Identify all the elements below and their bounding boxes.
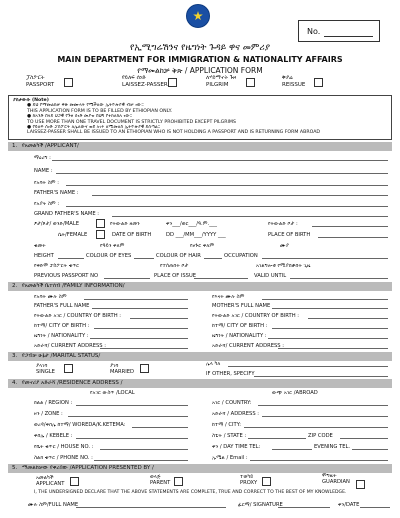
notice-box xyxy=(8,95,392,140)
father-fullname-field[interactable] xyxy=(92,308,188,309)
form-number-box xyxy=(298,20,380,42)
presented-parent-label: ወላጅ PARENT xyxy=(150,474,171,486)
prev-passport-label: PREVIOUS PASSPORT NO xyxy=(34,273,99,279)
marital-other-field[interactable] xyxy=(254,376,388,377)
mother-address-field[interactable] xyxy=(278,348,388,349)
doc-type-reissue-label: ቅያሬ REISSUE xyxy=(282,75,306,88)
height-label: HEIGHT xyxy=(34,253,54,259)
notice-line-2: ● ከአንድ በላይ ህጋዊ የጉዞ ሰነድ መያዝ በህግ የተከለከለ ነው። TO USE MORE THAN ONE TRAVEL DOCUMENT IS STRICTLY PROHIBITED EXCEPT PILGRIMS xyxy=(27,114,236,125)
sex-female-checkbox[interactable] xyxy=(96,230,105,239)
presented-guardian-checkbox[interactable] xyxy=(356,480,365,489)
father-nationality-field[interactable] xyxy=(90,338,188,339)
region-field[interactable] xyxy=(76,405,188,406)
valid-until-label: VALID UNTIL xyxy=(254,273,287,279)
region-label: ክልል / REGION : xyxy=(34,400,73,406)
section-residence-header: 4. የመኖሪያ አድራሻ /RESIDENCE ADDRESS / xyxy=(8,379,392,388)
marital-other-am-label: ሌላ ካለ xyxy=(206,361,221,367)
address-label: አድራሻ / ADDRESS : xyxy=(212,411,260,417)
father-fullname-label: FATHER'S FULL NAME xyxy=(34,303,90,309)
marital-single-label: ያላገባ SINGLE xyxy=(36,363,55,375)
mother-country-label: የትውልድ አገር / COUNTRY OF BIRTH : xyxy=(212,313,300,319)
state-label: ስቴት / STATE : xyxy=(212,433,247,439)
sex-male-checkbox[interactable] xyxy=(96,219,105,228)
fullname-label: ሙሉ ስም/FULL NAME xyxy=(28,502,79,508)
country-field[interactable] xyxy=(258,405,388,406)
prev-passport-am-label: የቀድሞ ፓስፖርት ቁጥር xyxy=(34,263,80,269)
declaration-text: I, THE UNDERSIGNED DECLARE THAT THE ABOVE STATEMENTS ARE COMPLETE, TRUE AND CORRECT TO THE BEST OF MY KNOWLEDGE. xyxy=(34,490,347,495)
pob-field[interactable] xyxy=(318,237,388,238)
marital-other-label: IF OTHER, SPECIFY xyxy=(206,371,255,377)
day-tel-field[interactable] xyxy=(272,449,312,450)
country-label: አገር / COUNTRY: xyxy=(212,400,252,406)
dob-am-label: የትውልድ ዘመን xyxy=(110,221,140,227)
occupation-label: OCCUPATION xyxy=(224,253,258,259)
place-of-issue-am-label: የተሰጠበት ቦታ xyxy=(160,263,189,269)
zip-code-field[interactable] xyxy=(340,438,388,439)
email-label: ኢሜል / Email : xyxy=(212,455,248,461)
department-title-english: MAIN DEPARTMENT FOR IMMIGRATION & NATIONALITY AFFAIRS xyxy=(57,55,343,64)
father-address-label: አድራሻ/ CURRENT ADDRESS : xyxy=(34,343,106,349)
grandfather-name-field[interactable] xyxy=(112,216,388,217)
form-number-label: No. xyxy=(307,26,321,36)
zone-field[interactable] xyxy=(68,416,188,417)
father-city-field[interactable] xyxy=(94,328,188,329)
hair-colour-label: COLOUR OF HAIR xyxy=(156,253,201,259)
doc-type-passport-checkbox[interactable] xyxy=(64,78,73,87)
father-nationality-label: ዜግነት / NATIONALITY : xyxy=(34,333,89,339)
evening-tel-label: EVENING TEL. xyxy=(314,444,351,450)
phone-no-label: ስልክ ቁጥር / PHONE NO. : xyxy=(34,455,93,461)
document-type-selector xyxy=(0,75,400,93)
zone-label: ዞን / ZONE : xyxy=(34,411,63,417)
doc-type-laissez-passer-checkbox[interactable] xyxy=(168,78,177,87)
pob-am-field[interactable] xyxy=(312,226,388,227)
mother-fullname-am-field[interactable] xyxy=(262,299,388,300)
marital-married-checkbox[interactable] xyxy=(140,364,149,373)
section-presented-by-header: 5. ማመልከቻው የቀረበው /APPLICATION PRESENTED BY / xyxy=(8,464,392,473)
place-of-issue-label: PLACE OF ISSUE xyxy=(154,273,197,279)
grandfather-name-am-field[interactable] xyxy=(66,206,388,207)
eye-colour-label: COLOUR OF EYES xyxy=(86,253,132,259)
address-field[interactable] xyxy=(262,416,388,417)
father-city-label: ከተማ/ CITY OF BIRTH : xyxy=(34,323,90,329)
house-no-label: የቤት ቁጥር / HOUSE NO. : xyxy=(34,444,94,450)
place-of-issue-field[interactable] xyxy=(194,278,248,279)
doc-type-pilgrim-checkbox[interactable] xyxy=(246,78,255,87)
mother-fullname-label: MOTHER'S FULL NAME xyxy=(212,303,271,309)
eye-am-label: የዓይን ቀለም xyxy=(100,243,125,249)
height-field[interactable] xyxy=(58,258,84,259)
evening-tel-field[interactable] xyxy=(352,449,388,450)
residence-abroad-label: ውጭ አገር /ABROAD xyxy=(272,390,318,396)
father-country-label: የትውልድ አገር / COUNTRY OF BIRTH : xyxy=(34,313,122,319)
father-country-field[interactable] xyxy=(130,318,188,319)
prev-passport-field[interactable] xyxy=(104,278,150,279)
father-name-am-field[interactable] xyxy=(66,185,388,186)
eye-colour-field[interactable] xyxy=(134,258,154,259)
kebele-label: ቀበሌ / KEBELE : xyxy=(34,433,73,439)
fullname-field[interactable] xyxy=(76,507,226,508)
dob-format: DD ___/MM___/YYYY ___ xyxy=(166,232,226,238)
section-applicant-header: 1. የአመልካች /APPLICANT/ xyxy=(8,142,392,151)
notice-heading: ያስታውሱ (Note) xyxy=(13,98,49,103)
applicant-title-field[interactable] xyxy=(52,160,388,161)
ethiopian-emblem-icon xyxy=(186,4,210,28)
presented-guardian-label: ሞግዚት GUARDIAN xyxy=(322,473,350,485)
form-number-field[interactable] xyxy=(324,26,373,37)
marital-married-label: ያገባ MARRIED xyxy=(110,363,135,375)
doc-type-passport-label: ፓስፖርት PASSPORT xyxy=(26,75,55,88)
presented-parent-checkbox[interactable] xyxy=(174,477,183,486)
doc-type-laissez-passer-label: የይለፍ ሰነድ LAISSEZ-PASSER xyxy=(122,75,168,88)
mother-country-field[interactable] xyxy=(308,318,388,319)
presented-applicant-checkbox[interactable] xyxy=(70,477,79,486)
section-family-header: 2. የአመልካች ቤተሰብ /FAMILY INFORMATION/ xyxy=(8,282,392,291)
father-fullname-am-field[interactable] xyxy=(84,299,188,300)
date-field[interactable] xyxy=(360,507,390,508)
signature-label: ፊርማ/ SIGNATURE xyxy=(238,502,283,508)
zip-code-label: ZIP CODE xyxy=(308,433,333,439)
house-no-field[interactable] xyxy=(100,449,188,450)
dob-format-am: ቀን___/ወር___/ዓ.ም.___ xyxy=(166,221,217,227)
doc-type-reissue-checkbox[interactable] xyxy=(314,78,323,87)
day-tel-label: ቀን / DAY TIME TEL: xyxy=(212,444,261,450)
presented-proxy-checkbox[interactable] xyxy=(262,477,271,486)
occupation-am-label: ሙያ xyxy=(280,243,289,249)
marital-other-am-field[interactable] xyxy=(228,366,388,367)
pob-am-label: የትውልድ ቦታ : xyxy=(268,221,298,227)
valid-until-field[interactable] xyxy=(290,278,388,279)
presented-applicant-label: አመልካች APPLICANT xyxy=(36,475,65,487)
mother-nationality-field[interactable] xyxy=(268,338,388,339)
father-address-field[interactable] xyxy=(100,348,188,349)
father-name-am-label: የአባት ስም : xyxy=(34,180,59,186)
doc-type-pilgrim-label: ለሃይማኖት ጉዞ PILGRIM xyxy=(206,75,237,88)
kebele-field[interactable] xyxy=(76,438,188,439)
email-field[interactable] xyxy=(250,460,388,461)
city-field[interactable] xyxy=(244,427,388,428)
date-label: ቀን/DATE xyxy=(338,502,360,508)
height-am-label: ቁመት xyxy=(34,243,46,249)
hair-am-label: የፀጉር ቀለም xyxy=(190,243,215,249)
grandfather-name-am-label: የአያት ስም : xyxy=(34,201,60,207)
grandfather-name-label: GRAND FATHER'S NAME : xyxy=(34,211,100,217)
dob-label: DATE OF BIRTH xyxy=(112,232,152,238)
sex-male-label: ፆታ/ጾታ/ ወንድ/MALE xyxy=(34,221,80,227)
hair-colour-field[interactable] xyxy=(204,258,222,259)
mother-fullname-am-label: የእናት ሙሉ ስም xyxy=(212,294,245,300)
state-field[interactable] xyxy=(248,438,306,439)
signature-field[interactable] xyxy=(278,507,330,508)
mother-nationality-label: ዜግነት / NATIONALITY : xyxy=(212,333,267,339)
valid-until-am-label: አገልግሎቱ የሚያበቃበት ጊዜ xyxy=(256,263,311,269)
woreda-field[interactable] xyxy=(132,427,188,428)
mother-fullname-field[interactable] xyxy=(272,308,388,309)
applicant-name-field[interactable] xyxy=(56,173,388,174)
form-title: የማመልከቻ ቅጽ / APPLICATION FORM xyxy=(137,66,263,75)
applicant-name-label: NAME : xyxy=(34,168,53,174)
notice-line-1: ● ይህ የማመልከቻ ቅጽ መሙላት የሚችለው ኢትዮጵያዊ ብቻ ነው። THIS APPLICATION FORM IS TO BE FILLED BY ETHIOPIAN ONLY. xyxy=(27,103,172,114)
father-name-field[interactable] xyxy=(92,195,388,196)
occupation-field[interactable] xyxy=(262,258,388,259)
father-fullname-am-label: የአባት ሙሉ ስም xyxy=(34,294,67,300)
residence-local-label: የአገር ውስጥ /LOCAL xyxy=(90,390,135,396)
applicant-title-label: ማዕረግ : xyxy=(34,155,51,161)
department-title-amharic: የኢሚግሬሽንና የዜግነት ጉዳይ ዋና መምሪያ xyxy=(129,43,271,53)
city-label: ከተማ / CITY: xyxy=(212,422,241,428)
presented-proxy-label: ተወካይ PROXY xyxy=(240,474,258,486)
woreda-label: ወረዳ/ቀበሌ ከተማ/ WOREDA/K.KETEMA: xyxy=(34,422,126,428)
mother-address-label: አድራሻ/ CURRENT ADDRESS : xyxy=(212,343,284,349)
father-name-label: FATHER'S NAME : xyxy=(34,190,79,196)
mother-city-field[interactable] xyxy=(272,328,388,329)
pob-label: PLACE OF BIRTH xyxy=(268,232,311,238)
marital-single-checkbox[interactable] xyxy=(64,364,73,373)
sex-female-label: ሴት/FEMALE xyxy=(58,232,88,238)
section-marital-header: 3. የጋብቻ ሁኔታ /MARITAL STATUS/ xyxy=(8,352,392,361)
mother-city-label: ከተማ/ CITY OF BIRTH : xyxy=(212,323,268,329)
notice-line-3: ● የይለፍ ሰነድ ፓስፖርት ለሌለውና ወደ አገሩ ለሚመለስ ኢትዮጵያዊ ይሰጣል። LAISSEZ-PASSER SHALL BE ISSUED TO AN ETHIOPIAN WHO IS NOT HOLDING A PASSPORT AND IS RETURNING FORM ABROAD xyxy=(27,125,321,136)
phone-no-field[interactable] xyxy=(94,460,188,461)
